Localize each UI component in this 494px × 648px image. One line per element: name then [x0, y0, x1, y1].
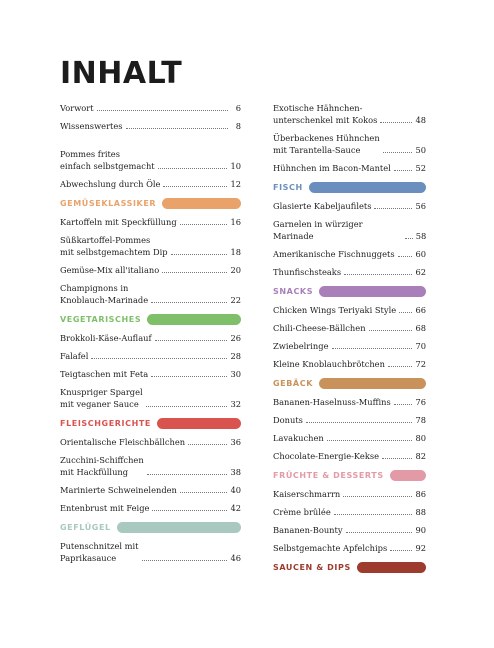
toc-entry-title: Selbstgemachte Apfelchips [273, 543, 388, 553]
toc-entry[interactable] [273, 200, 426, 212]
dot-leader [91, 358, 227, 359]
toc-entry[interactable] [60, 350, 241, 362]
dot-leader [126, 128, 228, 129]
section-label: FRÜCHTE & DESSERTS [273, 470, 384, 480]
toc-entry-page-number: 56 [415, 201, 426, 211]
section-header-fleischgerichte [60, 416, 241, 430]
toc-entry[interactable] [273, 542, 426, 554]
toc-entry-page-number: 22 [230, 295, 241, 305]
toc-right-column [273, 102, 426, 580]
toc-entry-title: Putenschnitzel mit Paprikasauce [60, 541, 139, 563]
dot-leader [180, 492, 228, 493]
toc-entry-title: Knuspriger Spargel mit veganer Sauce [60, 387, 143, 409]
dot-leader [151, 302, 227, 303]
toc-entry[interactable] [273, 340, 426, 352]
toc-entry-page-number: 82 [415, 451, 426, 461]
dot-leader [344, 274, 412, 275]
dot-leader [142, 560, 228, 561]
dot-leader [306, 422, 413, 423]
dot-leader [394, 404, 413, 405]
toc-entry[interactable] [60, 234, 241, 258]
section-label: VEGETARISCHES [60, 314, 142, 324]
toc-entry[interactable] [60, 540, 241, 564]
toc-entry-page-number: 20 [230, 265, 241, 275]
toc-entry[interactable] [60, 386, 241, 410]
section-color-bar [390, 470, 426, 481]
dot-leader [394, 170, 413, 171]
toc-entry-page-number: 70 [415, 341, 426, 351]
toc-entry-title: Champignons in Knoblauch-Marinade [60, 283, 149, 305]
toc-entry[interactable] [273, 248, 426, 260]
toc-entry-page-number: 42 [230, 503, 241, 513]
toc-entry[interactable] [273, 432, 426, 444]
section-label: GEFLÜGEL [60, 522, 111, 532]
toc-entry-title: Bananen-Bounty [273, 525, 343, 535]
toc-entry-page-number: 36 [230, 437, 241, 447]
toc-entry[interactable] [273, 488, 426, 500]
section-color-bar [117, 522, 241, 533]
dot-leader [380, 122, 412, 123]
toc-entry-page-number: 16 [230, 217, 241, 227]
dot-leader [163, 186, 227, 187]
toc-entry-page-number: 68 [415, 323, 426, 333]
toc-entry-title: Amerikanische Fischnuggets [273, 249, 395, 259]
dot-leader [171, 254, 228, 255]
toc-entry-page-number: 46 [230, 553, 241, 563]
toc-entry[interactable] [60, 148, 241, 172]
toc-entry-title: Pommes frites einfach selbstgemacht [60, 149, 155, 171]
toc-entry-page-number: 6 [235, 103, 241, 113]
toc-entry[interactable] [273, 414, 426, 426]
toc-entry[interactable] [60, 178, 241, 190]
dot-leader [383, 152, 413, 153]
toc-entry[interactable] [60, 282, 241, 306]
dot-leader [327, 440, 413, 441]
toc-entry-page-number: 28 [230, 351, 241, 361]
toc-entry-title: Bananen-Haselnuss-Muffins [273, 397, 391, 407]
toc-entry-title: Überbackenes Hühnchen mit Tarantella-Sauce [273, 133, 380, 155]
toc-entry-title: Kaiserschmarrn [273, 489, 341, 499]
toc-entry-page-number: 80 [415, 433, 426, 443]
toc-entry-title: Entenbrust mit Feige [60, 503, 150, 513]
toc-entry[interactable] [273, 358, 426, 370]
dot-leader [399, 312, 412, 313]
toc-entry-page-number: 40 [230, 485, 241, 495]
toc-entry-page-number: 8 [235, 121, 241, 131]
toc-entry[interactable] [273, 218, 426, 242]
toc-entry-title: Garnelen in würziger Marinade [273, 219, 363, 241]
dot-leader [369, 330, 413, 331]
toc-entry-title: Falafel [60, 351, 89, 361]
toc-entry-page-number: 32 [230, 399, 241, 409]
toc-entry-title: Lavakuchen [273, 433, 324, 443]
dot-leader [147, 474, 228, 475]
toc-entry[interactable] [60, 102, 241, 114]
toc-entry-page-number: 72 [415, 359, 426, 369]
dot-leader [374, 208, 412, 209]
section-label: SAUCEN & DIPS [273, 562, 351, 572]
toc-entry-page-number: 90 [415, 525, 426, 535]
toc-left-column [60, 102, 241, 570]
toc-entry[interactable] [60, 120, 241, 132]
dot-leader [346, 532, 413, 533]
section-color-bar [357, 562, 426, 573]
toc-entry-title: Zucchini-Schiffchen mit Hackfüllung [60, 455, 144, 477]
toc-entry[interactable] [273, 102, 426, 126]
toc-entry-title: Wissenswertes [60, 121, 123, 131]
toc-entry-page-number: 66 [415, 305, 426, 315]
toc-entry[interactable] [60, 454, 241, 478]
toc-entry-page-number: 76 [415, 397, 426, 407]
dot-leader [158, 168, 228, 169]
dot-leader [151, 376, 227, 377]
toc-entry-page-number: 88 [415, 507, 426, 517]
section-color-bar [319, 286, 426, 297]
toc-entry[interactable] [60, 436, 241, 448]
toc-entry[interactable] [60, 484, 241, 496]
dot-leader [382, 458, 412, 459]
toc-entry-title: Abwechslung durch Öle [60, 179, 161, 189]
toc-entry-page-number: 92 [415, 543, 426, 553]
dot-leader [343, 496, 412, 497]
toc-entry-title: Süßkartoffel-Pommes mit selbstgemachtem Dip [60, 235, 168, 257]
toc-entry-title: Glasierte Kabeljaufilets [273, 201, 372, 211]
toc-entry-title: Donuts [273, 415, 303, 425]
section-label: SNACKS [273, 286, 314, 296]
toc-entry[interactable] [273, 450, 426, 462]
toc-entry-title: Teigtaschen mit Feta [60, 369, 149, 379]
toc-entry-title: Chicken Wings Teriyaki Style [273, 305, 397, 315]
toc-entry-page-number: 58 [415, 231, 427, 241]
dot-leader [334, 514, 413, 515]
toc-entry-page-number: 30 [230, 369, 241, 379]
toc-entry[interactable] [273, 396, 426, 408]
dot-leader [97, 110, 228, 111]
section-header-fisch [273, 180, 426, 194]
toc-entry-title: Crème brûlée [273, 507, 331, 517]
toc-entry-title: Vorwort [60, 103, 94, 113]
toc-entry-title: Thunfischsteaks [273, 267, 342, 277]
section-color-bar [309, 182, 426, 193]
toc-entry-title: Brokkoli-Käse-Auflauf [60, 333, 152, 343]
toc-entry-page-number: 78 [415, 415, 426, 425]
dot-leader [162, 272, 227, 273]
toc-entry-title: Gemüse-Mix all'italiano [60, 265, 160, 275]
toc-entry-title: Orientalische Fleischbällchen [60, 437, 186, 447]
dot-leader [155, 340, 228, 341]
toc-entry-title: Hühnchen im Bacon-Mantel [273, 163, 391, 173]
dot-leader [180, 224, 228, 225]
toc-entry-title: Marinierte Schweinelenden [60, 485, 177, 495]
section-header-snacks [273, 284, 426, 298]
section-color-bar [162, 198, 241, 209]
toc-entry[interactable] [273, 132, 426, 156]
toc-entry[interactable] [60, 264, 241, 276]
toc-entry-page-number: 60 [415, 249, 426, 259]
toc-entry-page-number: 86 [415, 489, 426, 499]
section-label: FISCH [273, 182, 303, 192]
section-color-bar [157, 418, 241, 429]
dot-leader [398, 256, 413, 257]
toc-entry-page-number: 10 [230, 161, 241, 171]
toc-entry-page-number: 12 [230, 179, 241, 189]
toc-entry-page-number: 26 [230, 333, 241, 343]
section-color-bar [319, 378, 426, 389]
dot-leader [152, 510, 227, 511]
toc-entry[interactable] [273, 524, 426, 536]
dot-leader [188, 444, 227, 445]
toc-entry[interactable] [273, 322, 426, 334]
section-label: GEBÄCK [273, 378, 313, 388]
toc-entry-title: Zwiebelringe [273, 341, 329, 351]
toc-entry-title: Exotische Hähnchen- unterschenkel mit Kokos [273, 103, 378, 125]
toc-entry-page-number: 18 [230, 247, 241, 257]
dot-leader [388, 366, 412, 367]
section-color-bar [147, 314, 241, 325]
toc-entry-title: Kleine Knoblauchbrötchen [273, 359, 385, 369]
section-header-gebaeck [273, 376, 426, 390]
dot-leader [405, 238, 413, 239]
toc-entry[interactable] [60, 332, 241, 344]
toc-entry-page-number: 62 [415, 267, 426, 277]
dot-leader [146, 406, 228, 407]
toc-entry[interactable] [273, 506, 426, 518]
toc-entry[interactable] [273, 304, 426, 316]
toc-entry-page-number: 48 [415, 115, 426, 125]
toc-entry[interactable] [60, 502, 241, 514]
dot-leader [390, 550, 412, 551]
section-header-vegetarisches [60, 312, 241, 326]
toc-entry[interactable] [273, 266, 426, 278]
toc-entry-page-number: 52 [415, 163, 426, 173]
section-header-saucen-dips [273, 560, 426, 574]
section-label: FLEISCHGERICHTE [60, 418, 151, 428]
toc-entry-title: Chili-Cheese-Bällchen [273, 323, 366, 333]
toc-entry-page-number: 38 [230, 467, 241, 477]
toc-entry[interactable] [60, 368, 241, 380]
dot-leader [332, 348, 413, 349]
section-label: GEMÜSEKLASSIKER [60, 198, 157, 208]
spacer [60, 138, 241, 148]
toc-entry-title: Chocolate-Energie-Kekse [273, 451, 380, 461]
toc-entry[interactable] [60, 216, 241, 228]
section-header-gemueseklassiker [60, 196, 241, 210]
toc-entry-page-number: 50 [415, 145, 426, 155]
toc-entry[interactable] [273, 162, 426, 174]
page-title: INHALT [60, 56, 183, 91]
toc-entry-title: Kartoffeln mit Speckfüllung [60, 217, 177, 227]
section-header-gefluegel [60, 520, 241, 534]
section-header-fruechte-desserts [273, 468, 426, 482]
